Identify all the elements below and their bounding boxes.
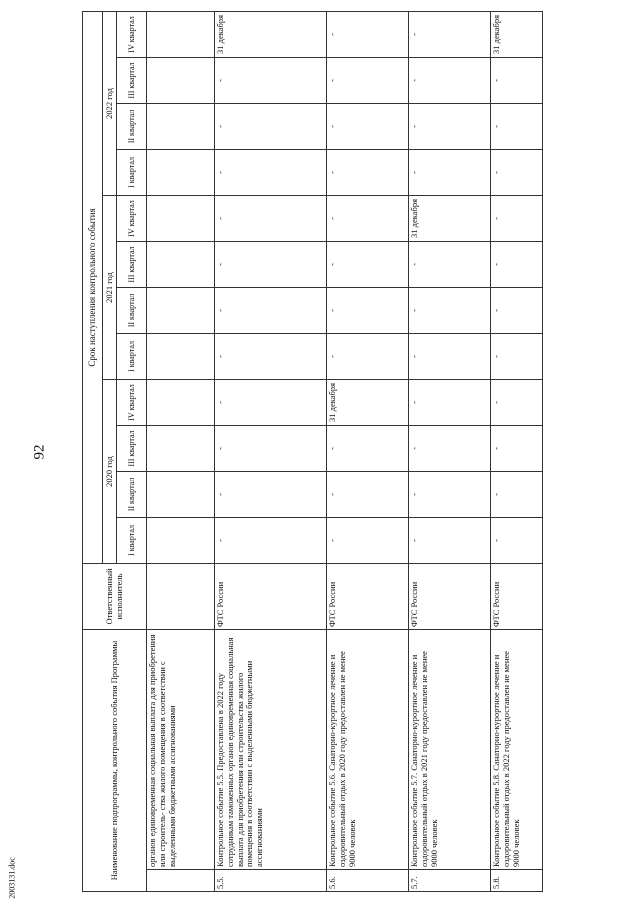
row-executor: ФТС России xyxy=(491,563,543,629)
header-quarter: I квартал xyxy=(117,149,147,195)
row-cell: - xyxy=(327,517,409,563)
row-cell xyxy=(147,333,215,379)
row-cell: - xyxy=(215,471,327,517)
row-number: 5.7. xyxy=(409,870,491,892)
row-cell: - xyxy=(491,241,543,287)
row-cell: 31 декабря xyxy=(491,11,543,57)
table-row xyxy=(147,11,215,891)
row-cell: - xyxy=(327,149,409,195)
row-cell: - xyxy=(215,57,327,103)
row-name: Контрольное событие 5.5. Предоставлена в 2022 году сотрудникам таможенных органов единовременная социальная выплата для приобретения или строительства жилого помещения в соответствии с выделенными бюджетными ассигнованиями xyxy=(215,629,327,869)
row-number xyxy=(147,870,215,892)
row-cell: - xyxy=(327,103,409,149)
header-quarter: IV квартал xyxy=(117,11,147,57)
row-name: Контрольное событие 5.7. Санаторно-курортное лечение и оздоровительный отдых в 2021 году предоставлен не менее 9000 человек xyxy=(409,629,491,869)
row-name: Контрольное событие 5.8. Санаторно-курортное лечение и оздоровительный отдых в 2022 году предоставлен не менее 9000 человек xyxy=(491,629,543,869)
header-quarter: III квартал xyxy=(117,57,147,103)
header-name: Наименование подпрограммы, контрольного события Программы xyxy=(83,629,147,891)
row-number: 5.5. xyxy=(215,870,327,892)
row-cell xyxy=(147,471,215,517)
row-executor: ФТС России xyxy=(327,563,409,629)
header-quarter: III квартал xyxy=(117,241,147,287)
row-cell: - xyxy=(215,425,327,471)
row-name: органов единовременная социальная выплата для приобретения или строитель- ства жилого помещения в соответствии с выделенными бюджетными ассигнованиями xyxy=(147,629,215,869)
row-cell: - xyxy=(327,57,409,103)
row-number: 5.6. xyxy=(327,870,409,892)
row-cell: - xyxy=(491,333,543,379)
table-row xyxy=(409,11,491,891)
row-cell: 31 декабря xyxy=(409,195,491,241)
header-quarter: II квартал xyxy=(117,287,147,333)
row-cell xyxy=(147,379,215,425)
row-cell: - xyxy=(327,195,409,241)
header-quarter: I квартал xyxy=(117,333,147,379)
header-year-2020: 2020 год xyxy=(103,379,117,563)
row-cell: - xyxy=(491,287,543,333)
row-cell: - xyxy=(409,11,491,57)
row-cell: - xyxy=(215,287,327,333)
row-cell: - xyxy=(409,287,491,333)
row-cell: - xyxy=(409,103,491,149)
row-cell: - xyxy=(409,517,491,563)
row-cell: 31 декабря xyxy=(215,11,327,57)
row-cell: - xyxy=(491,195,543,241)
row-cell xyxy=(147,103,215,149)
header-deadline: Срок наступления контрольного события xyxy=(83,11,103,563)
header-quarter: III квартал xyxy=(117,425,147,471)
row-cell: - xyxy=(215,195,327,241)
control-events-table xyxy=(82,11,543,892)
row-cell: - xyxy=(327,333,409,379)
header-year-2021: 2021 год xyxy=(103,195,117,379)
row-cell: - xyxy=(215,103,327,149)
row-cell xyxy=(147,287,215,333)
row-cell xyxy=(147,241,215,287)
row-cell: - xyxy=(327,11,409,57)
row-cell: - xyxy=(327,241,409,287)
row-cell xyxy=(147,57,215,103)
header-quarter: IV квартал xyxy=(117,195,147,241)
row-cell: - xyxy=(491,517,543,563)
row-cell: - xyxy=(215,149,327,195)
row-cell: - xyxy=(215,517,327,563)
row-cell xyxy=(147,517,215,563)
header-quarter: II квартал xyxy=(117,103,147,149)
row-cell: - xyxy=(491,57,543,103)
row-cell: - xyxy=(491,471,543,517)
row-cell: - xyxy=(409,241,491,287)
row-cell: - xyxy=(491,379,543,425)
row-cell: - xyxy=(215,241,327,287)
row-name: Контрольное событие 5.6. Санаторно-курортное лечение и оздоровительный отдых в 2020 году предоставлен не менее 9000 человек xyxy=(327,629,409,869)
row-cell: 31 декабря xyxy=(327,379,409,425)
row-cell: - xyxy=(409,471,491,517)
table-row xyxy=(491,11,543,891)
control-events-table-wrapper xyxy=(82,12,537,892)
row-cell: - xyxy=(327,425,409,471)
row-cell xyxy=(147,425,215,471)
row-cell: - xyxy=(409,333,491,379)
header-executor: Ответственный исполнитель xyxy=(83,563,147,629)
row-cell: - xyxy=(327,471,409,517)
header-year-2022: 2022 год xyxy=(103,11,117,195)
page-number: 92 xyxy=(31,444,48,460)
row-number: 5.8. xyxy=(491,870,543,892)
table-row xyxy=(327,11,409,891)
row-cell: - xyxy=(491,103,543,149)
table-row xyxy=(215,11,327,891)
row-cell xyxy=(147,195,215,241)
row-cell: - xyxy=(491,425,543,471)
row-cell: - xyxy=(409,57,491,103)
row-cell: - xyxy=(215,333,327,379)
header-quarter: I квартал xyxy=(117,517,147,563)
document-code: 2003131.doc xyxy=(7,857,17,899)
row-executor: ФТС России xyxy=(409,563,491,629)
row-cell: - xyxy=(327,287,409,333)
row-cell xyxy=(147,149,215,195)
header-quarter: II квартал xyxy=(117,471,147,517)
row-cell: - xyxy=(409,425,491,471)
row-executor xyxy=(147,563,215,629)
row-cell: - xyxy=(409,379,491,425)
row-cell xyxy=(147,11,215,57)
row-cell: - xyxy=(215,379,327,425)
row-cell: - xyxy=(491,149,543,195)
row-executor: ФТС России xyxy=(215,563,327,629)
header-quarter: IV квартал xyxy=(117,379,147,425)
row-cell: - xyxy=(409,149,491,195)
